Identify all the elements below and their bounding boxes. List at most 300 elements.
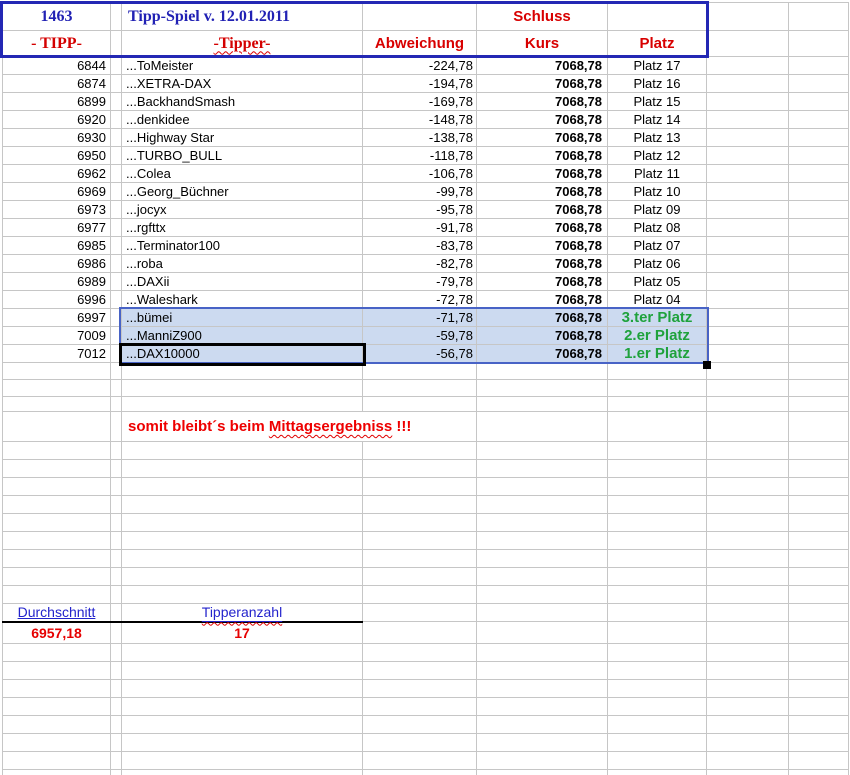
empty-cell xyxy=(477,622,608,644)
empty-cell xyxy=(122,568,363,586)
cell-tipp[interactable]: 6962 xyxy=(3,165,111,183)
cell-spacer xyxy=(111,604,122,622)
header-row-2 xyxy=(3,31,849,57)
empty-cell xyxy=(3,478,111,496)
empty-cell xyxy=(608,604,707,622)
cell-platz-winner[interactable]: 3.ter Platz xyxy=(608,309,707,327)
empty-cell xyxy=(789,698,849,716)
empty-cell xyxy=(111,680,122,698)
empty-cell xyxy=(363,770,477,775)
cell-tipp[interactable]: 7009 xyxy=(3,327,111,345)
durchschnitt-label-cell[interactable] xyxy=(3,604,111,622)
empty-cell xyxy=(3,397,111,412)
cell-platz[interactable]: Platz 15 xyxy=(608,93,707,111)
empty-cell xyxy=(3,644,111,662)
empty-cell xyxy=(122,460,363,478)
empty-cell xyxy=(477,770,608,775)
cell-abweichung[interactable]: -224,78 xyxy=(363,57,477,75)
empty-cell xyxy=(363,622,477,644)
cell-abweichung[interactable]: -82,78 xyxy=(363,255,477,273)
empty-cell xyxy=(477,514,608,532)
cell-platz-winner[interactable]: 1.er Platz xyxy=(608,345,707,363)
table-row xyxy=(3,219,849,237)
empty-cell xyxy=(707,478,789,496)
empty-cell xyxy=(707,622,789,644)
empty-cell xyxy=(608,460,707,478)
table-row xyxy=(3,291,849,309)
empty-cell xyxy=(477,662,608,680)
empty-cell xyxy=(707,752,789,770)
empty-cell xyxy=(789,680,849,698)
empty-cell xyxy=(608,680,707,698)
empty-cell xyxy=(111,412,122,442)
empty-cell xyxy=(789,183,849,201)
cell-tipper[interactable]: ...Colea xyxy=(122,165,363,183)
empty-cell xyxy=(122,550,363,568)
empty-cell xyxy=(122,514,363,532)
cell-abweichung[interactable]: -79,78 xyxy=(363,273,477,291)
empty-cell xyxy=(3,568,111,586)
empty-cell xyxy=(608,568,707,586)
empty-cell xyxy=(789,662,849,680)
empty-cell xyxy=(477,460,608,478)
empty-cell xyxy=(789,219,849,237)
empty-cell xyxy=(789,75,849,93)
empty-cell xyxy=(707,363,789,380)
empty-cell xyxy=(707,327,789,345)
empty-cell xyxy=(3,550,111,568)
empty-cell xyxy=(789,309,849,327)
empty-cell xyxy=(789,57,849,75)
table-row xyxy=(3,111,849,129)
table-row xyxy=(3,165,849,183)
cell-spacer xyxy=(111,327,122,345)
cell-tipp[interactable]: 6950 xyxy=(3,147,111,165)
column-header-platz[interactable]: Platz xyxy=(608,31,707,57)
cell-tipp[interactable]: 6997 xyxy=(3,309,111,327)
empty-cell xyxy=(363,698,477,716)
cell-platz[interactable]: Platz 04 xyxy=(608,291,707,309)
cell-spacer xyxy=(111,3,122,31)
cell-schluss-label[interactable]: Schluss xyxy=(477,3,608,31)
column-header-tipper[interactable] xyxy=(122,31,363,57)
empty-cell xyxy=(363,680,477,698)
durchschnitt-value-cell[interactable]: 6957,18 xyxy=(3,622,111,644)
empty-cell xyxy=(789,550,849,568)
table-row xyxy=(3,255,849,273)
empty-cell xyxy=(3,496,111,514)
empty-cell xyxy=(477,680,608,698)
empty-cell xyxy=(122,397,363,412)
table-row xyxy=(3,93,849,111)
empty-cell xyxy=(707,644,789,662)
empty-cell xyxy=(122,662,363,680)
empty-cell xyxy=(363,478,477,496)
empty-cell xyxy=(111,442,122,460)
cell-spacer xyxy=(111,237,122,255)
cell-tipp[interactable]: 6996 xyxy=(3,291,111,309)
empty-cell xyxy=(111,532,122,550)
cell-tipper[interactable]: ...TURBO_BULL xyxy=(122,147,363,165)
empty-cell xyxy=(3,412,111,442)
empty-cell xyxy=(707,219,789,237)
empty-cell xyxy=(111,734,122,752)
cell-tipper[interactable]: ...bümei xyxy=(122,309,363,327)
tipperanzahl-label-cell[interactable] xyxy=(122,604,363,622)
empty-cell xyxy=(363,442,477,460)
cell-kurs[interactable]: 7068,78 xyxy=(477,93,608,111)
empty-cell xyxy=(789,380,849,397)
cell-tipper[interactable]: ...jocyx xyxy=(122,201,363,219)
cell-kurs[interactable]: 7068,78 xyxy=(477,255,608,273)
empty-cell xyxy=(111,770,122,775)
cell-tipper[interactable]: ...Highway Star xyxy=(122,129,363,147)
empty-cell xyxy=(789,93,849,111)
empty-cell xyxy=(789,3,849,31)
cell-kurs[interactable]: 7068,78 xyxy=(477,219,608,237)
empty-cell xyxy=(707,183,789,201)
empty-cell xyxy=(608,770,707,775)
tipperanzahl-label: Tipperanzahl xyxy=(201,604,283,621)
column-header-kurs[interactable]: Kurs xyxy=(477,31,608,57)
cell-tipp[interactable]: 6930 xyxy=(3,129,111,147)
empty-cell xyxy=(3,586,111,604)
note-text-prefix: somit bleibt´s beim xyxy=(128,418,269,435)
empty-cell xyxy=(707,165,789,183)
cell-kurs[interactable]: 7068,78 xyxy=(477,327,608,345)
empty-cell xyxy=(3,770,111,775)
table-row-winner-1 xyxy=(3,345,849,363)
empty-cell xyxy=(363,532,477,550)
cell-tipper[interactable]: ...roba xyxy=(122,255,363,273)
cell-spacer xyxy=(111,309,122,327)
empty-cell xyxy=(122,586,363,604)
empty-cell xyxy=(707,460,789,478)
table-row xyxy=(3,273,849,291)
empty-cell xyxy=(789,604,849,622)
empty-cell xyxy=(477,604,608,622)
cell-kurs[interactable]: 7068,78 xyxy=(477,165,608,183)
cell-kurs[interactable]: 7068,78 xyxy=(477,201,608,219)
cell-abweichung[interactable]: -83,78 xyxy=(363,237,477,255)
cell-abweichung[interactable]: -138,78 xyxy=(363,129,477,147)
empty-cell xyxy=(789,586,849,604)
empty-cell xyxy=(3,514,111,532)
cell-tipp[interactable]: 6989 xyxy=(3,273,111,291)
empty-cell xyxy=(789,165,849,183)
cell-kurs[interactable]: 7068,78 xyxy=(477,273,608,291)
empty-cell xyxy=(3,442,111,460)
empty-cell xyxy=(111,662,122,680)
cell-tipp-number[interactable]: 1463 xyxy=(3,3,111,31)
cell-platz[interactable]: Platz 07 xyxy=(608,237,707,255)
empty-cell xyxy=(789,255,849,273)
empty-cell xyxy=(363,397,477,412)
empty-cell xyxy=(789,734,849,752)
cell-abweichung[interactable]: -99,78 xyxy=(363,183,477,201)
cell-kurs[interactable]: 7068,78 xyxy=(477,291,608,309)
empty-cell xyxy=(363,514,477,532)
cell-kurs[interactable]: 7068,78 xyxy=(477,147,608,165)
cell-platz[interactable]: Platz 05 xyxy=(608,273,707,291)
cell-platz-winner[interactable]: 2.er Platz xyxy=(608,327,707,345)
empty-cell xyxy=(111,550,122,568)
table-row xyxy=(3,183,849,201)
empty-cell xyxy=(363,496,477,514)
empty-cell xyxy=(477,442,608,460)
empty-cell xyxy=(111,568,122,586)
empty-cell xyxy=(608,622,707,644)
empty-cell xyxy=(707,309,789,327)
note-text-misspelled-word: Mittagsergebniss xyxy=(268,418,393,435)
empty-cell xyxy=(707,273,789,291)
empty-cell xyxy=(477,397,608,412)
cell-abweichung[interactable]: -118,78 xyxy=(363,147,477,165)
cell-platz[interactable]: Platz 14 xyxy=(608,111,707,129)
cell-tipp[interactable]: 7012 xyxy=(3,345,111,363)
worksheet-grid xyxy=(2,2,849,775)
cell-kurs[interactable]: 7068,78 xyxy=(477,345,608,363)
empty-cell xyxy=(707,3,789,31)
empty-cell xyxy=(707,496,789,514)
table-row xyxy=(3,129,849,147)
table-row xyxy=(3,57,849,75)
cell-tipp[interactable]: 6844 xyxy=(3,57,111,75)
cell-tipper[interactable]: ...Terminator100 xyxy=(122,237,363,255)
cell-tipper[interactable]: ...XETRA-DAX xyxy=(122,75,363,93)
empty-cell xyxy=(608,412,707,442)
cell-kurs[interactable]: 7068,78 xyxy=(477,309,608,327)
cell-tipp[interactable]: 6899 xyxy=(3,93,111,111)
cell-spacer xyxy=(111,147,122,165)
tipper-header-text: -Tipper- xyxy=(213,34,271,52)
cell-kurs[interactable]: 7068,78 xyxy=(477,237,608,255)
tipperanzahl-value-cell[interactable]: 17 xyxy=(122,622,363,644)
empty-cell xyxy=(111,363,122,380)
empty-cell xyxy=(789,201,849,219)
empty-cell xyxy=(363,550,477,568)
empty-cell xyxy=(707,201,789,219)
empty-cell xyxy=(122,496,363,514)
empty-cell xyxy=(111,496,122,514)
table-row xyxy=(3,237,849,255)
empty-cell xyxy=(111,460,122,478)
empty-cell xyxy=(608,734,707,752)
empty-cell xyxy=(789,273,849,291)
cell-spacer xyxy=(111,622,122,644)
empty-cell xyxy=(111,698,122,716)
cell-tipp[interactable]: 6969 xyxy=(3,183,111,201)
empty-cell xyxy=(3,734,111,752)
empty-cell xyxy=(3,380,111,397)
cell-abweichung[interactable]: -106,78 xyxy=(363,165,477,183)
cell-abweichung[interactable]: -169,78 xyxy=(363,93,477,111)
table-row xyxy=(3,201,849,219)
empty-cell xyxy=(707,698,789,716)
empty-cell xyxy=(707,345,789,363)
empty-cell xyxy=(122,680,363,698)
cell-platz[interactable]: Platz 16 xyxy=(608,75,707,93)
cell-tipper[interactable]: ...Waleshark xyxy=(122,291,363,309)
empty-cell xyxy=(608,478,707,496)
empty-cell xyxy=(111,514,122,532)
cell-abweichung[interactable]: -59,78 xyxy=(363,327,477,345)
empty-cell xyxy=(608,514,707,532)
cell-kurs[interactable]: 7068,78 xyxy=(477,111,608,129)
empty-cell xyxy=(707,380,789,397)
cell-platz[interactable]: Platz 12 xyxy=(608,147,707,165)
empty-cell xyxy=(363,568,477,586)
empty-cell xyxy=(111,478,122,496)
empty-cell xyxy=(789,327,849,345)
empty-cell xyxy=(122,716,363,734)
empty-cell xyxy=(789,478,849,496)
empty-cell xyxy=(608,662,707,680)
cell-tipper[interactable]: ...DAXii xyxy=(122,273,363,291)
cell-abweichung[interactable]: -72,78 xyxy=(363,291,477,309)
empty-cell xyxy=(111,752,122,770)
cell-abweichung[interactable]: -194,78 xyxy=(363,75,477,93)
empty-cell xyxy=(122,380,363,397)
cell-tipper[interactable]: ...denkidee xyxy=(122,111,363,129)
cell-abweichung[interactable]: -71,78 xyxy=(363,309,477,327)
empty-cell xyxy=(3,680,111,698)
cell-spacer xyxy=(111,165,122,183)
empty-cell xyxy=(477,586,608,604)
cell-spacer xyxy=(111,345,122,363)
empty-cell xyxy=(111,586,122,604)
empty-cell xyxy=(707,93,789,111)
empty-cell xyxy=(363,644,477,662)
cell-tipp[interactable]: 6973 xyxy=(3,201,111,219)
cell-kurs[interactable]: 7068,78 xyxy=(477,129,608,147)
cell-platz[interactable]: Platz 06 xyxy=(608,255,707,273)
empty-cell xyxy=(363,604,477,622)
empty-cell xyxy=(707,75,789,93)
empty-cell xyxy=(477,532,608,550)
cell-platz[interactable]: Platz 17 xyxy=(608,57,707,75)
empty-cell xyxy=(707,442,789,460)
empty-cell xyxy=(608,363,707,380)
cell-tipper[interactable]: ...rgfttx xyxy=(122,219,363,237)
empty-cell xyxy=(789,345,849,363)
empty-cell xyxy=(111,716,122,734)
empty-cell xyxy=(3,716,111,734)
empty-cell xyxy=(789,496,849,514)
note-text-suffix: !!! xyxy=(392,418,412,435)
empty-cell xyxy=(608,3,707,31)
cell-abweichung[interactable]: -91,78 xyxy=(363,219,477,237)
cell-abweichung[interactable]: -95,78 xyxy=(363,201,477,219)
empty-cell xyxy=(707,568,789,586)
empty-cell xyxy=(707,514,789,532)
empty-cell xyxy=(608,698,707,716)
empty-cell xyxy=(477,478,608,496)
empty-cell xyxy=(122,734,363,752)
empty-cell xyxy=(122,644,363,662)
empty-cell xyxy=(608,586,707,604)
table-row xyxy=(3,147,849,165)
empty-cell xyxy=(789,363,849,380)
cell-abweichung[interactable]: -56,78 xyxy=(363,345,477,363)
empty-cell xyxy=(789,31,849,57)
empty-cell xyxy=(789,644,849,662)
cell-tipp[interactable]: 6986 xyxy=(3,255,111,273)
empty-cell xyxy=(3,698,111,716)
empty-cell xyxy=(3,363,111,380)
cell-tipper[interactable]: ...ToMeister xyxy=(122,57,363,75)
empty-cell xyxy=(789,129,849,147)
empty-cell xyxy=(363,3,477,31)
empty-cell xyxy=(122,752,363,770)
empty-cell xyxy=(789,291,849,309)
cell-kurs[interactable]: 7068,78 xyxy=(477,75,608,93)
cell-platz[interactable]: Platz 10 xyxy=(608,183,707,201)
empty-cell xyxy=(789,147,849,165)
empty-cell xyxy=(707,57,789,75)
empty-cell xyxy=(707,397,789,412)
cell-kurs[interactable]: 7068,78 xyxy=(477,57,608,75)
empty-cell xyxy=(789,752,849,770)
cell-spacer xyxy=(111,75,122,93)
empty-cell xyxy=(363,363,477,380)
cell-tipper[interactable]: ...Georg_Büchner xyxy=(122,183,363,201)
empty-cell xyxy=(789,412,849,442)
cell-spacer xyxy=(111,273,122,291)
empty-cell xyxy=(707,129,789,147)
empty-cell xyxy=(608,397,707,412)
cell-kurs[interactable]: 7068,78 xyxy=(477,183,608,201)
cell-platz[interactable]: Platz 08 xyxy=(608,219,707,237)
cell-platz[interactable]: Platz 13 xyxy=(608,129,707,147)
cell-title[interactable]: Tipp-Spiel v. 12.01.2011 xyxy=(122,3,363,31)
cell-tipp[interactable]: 6977 xyxy=(3,219,111,237)
fill-handle[interactable] xyxy=(703,361,711,369)
empty-cell xyxy=(707,734,789,752)
empty-cell xyxy=(789,442,849,460)
header-row-1 xyxy=(3,3,849,31)
empty-cell xyxy=(707,716,789,734)
note-row xyxy=(3,412,849,442)
empty-cell xyxy=(363,734,477,752)
summary-label-row xyxy=(3,604,849,622)
column-header-abweichung[interactable]: Abweichung xyxy=(363,31,477,57)
table-row xyxy=(3,75,849,93)
note-cell[interactable] xyxy=(122,412,477,442)
empty-cell xyxy=(477,698,608,716)
empty-cell xyxy=(477,716,608,734)
empty-cell xyxy=(477,644,608,662)
durchschnitt-label: Durchschnitt xyxy=(17,604,96,621)
cell-tipper[interactable]: ...BackhandSmash xyxy=(122,93,363,111)
cell-platz[interactable]: Platz 11 xyxy=(608,165,707,183)
cell-tipp[interactable]: 6874 xyxy=(3,75,111,93)
cell-platz[interactable]: Platz 09 xyxy=(608,201,707,219)
cell-tipper[interactable]: ...ManniZ900 xyxy=(122,327,363,345)
empty-cell xyxy=(608,550,707,568)
tipperanzahl-wavy-wrap xyxy=(202,604,282,620)
empty-cell xyxy=(789,770,849,775)
cell-abweichung[interactable]: -148,78 xyxy=(363,111,477,129)
cell-spacer xyxy=(111,291,122,309)
cell-spacer xyxy=(111,57,122,75)
cell-tipper-active[interactable]: ...DAX10000 xyxy=(122,345,363,363)
cell-tipp[interactable]: 6920 xyxy=(3,111,111,129)
empty-cell xyxy=(789,460,849,478)
column-header-tipp[interactable]: - TIPP- xyxy=(3,31,111,57)
empty-cell xyxy=(789,111,849,129)
cell-tipp[interactable]: 6985 xyxy=(3,237,111,255)
